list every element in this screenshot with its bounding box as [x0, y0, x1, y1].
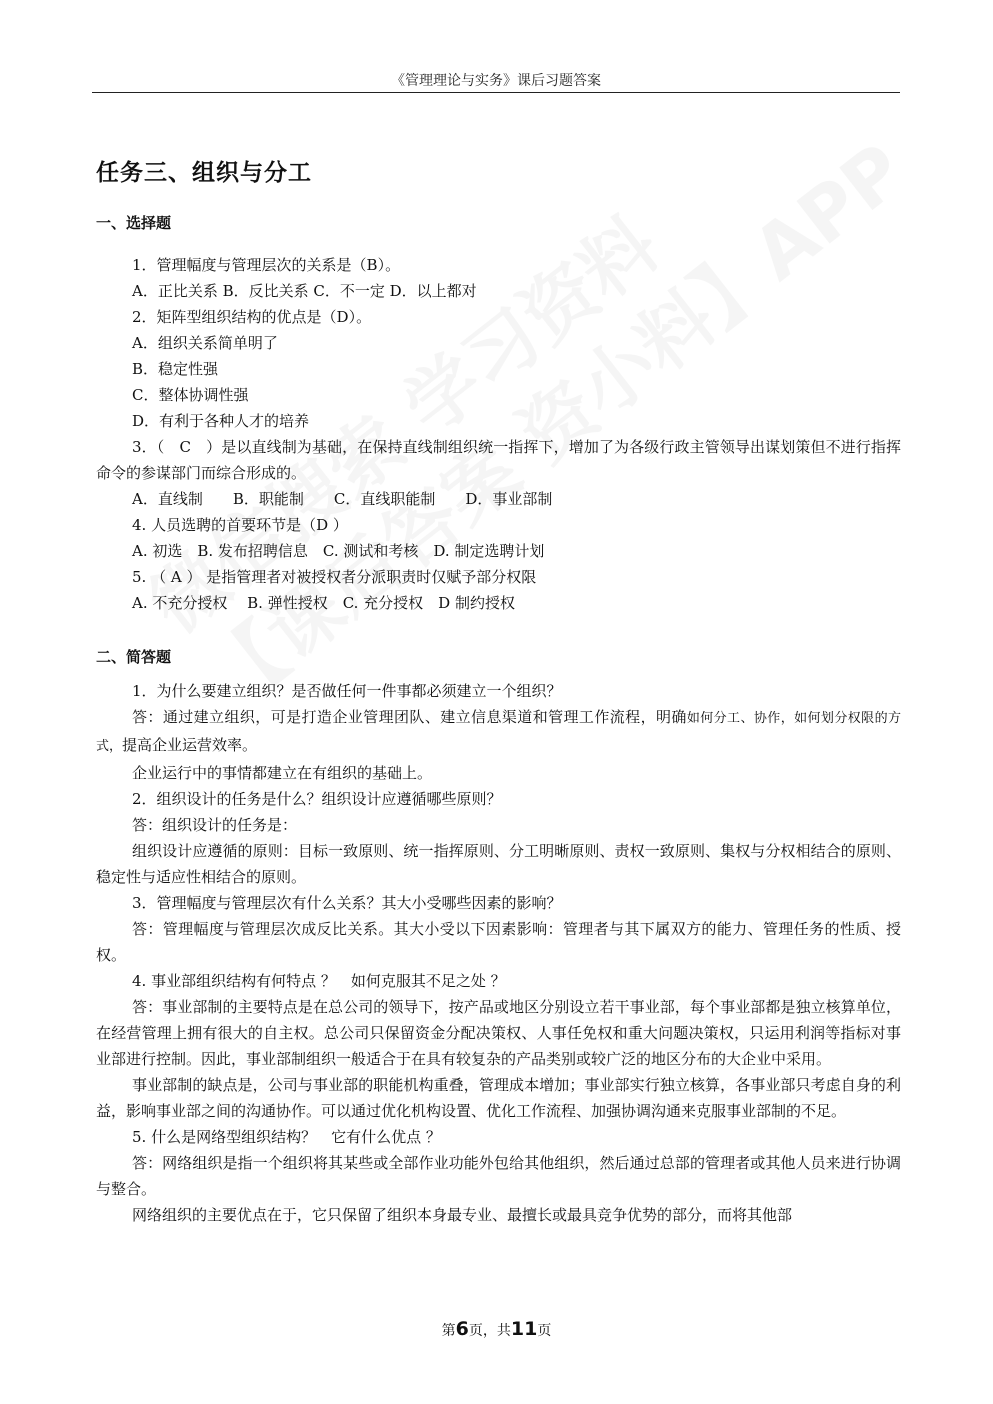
section-heading-short-answer: 二、简答题 — [96, 648, 172, 666]
footer-prefix: 第 — [441, 1323, 456, 1339]
short-answer-5: 答：网络组织是指一个组织将其某些或全部作业功能外包给其他组织，然后通过总部的管理者或其他人员来进行协调与整合。 — [96, 1154, 901, 1198]
short-question-5: 5. 什么是网络型组织结构？ 它有什么优点 ？ — [132, 1128, 441, 1146]
page-header: 《管理理论与实务》课后习题答案 — [391, 73, 601, 89]
short-question-4: 4. 事业部组织结构有何特点 ？ 如何克服其不足之处 ？ — [132, 972, 506, 990]
answer-1-end: 提高企业运营效率。 — [122, 736, 258, 754]
short-answer-2: 答：组织设计的任务是： — [132, 816, 298, 834]
footer-suffix: 页 — [537, 1323, 552, 1339]
question-2-option-d: D．有利于各种人才的培养 — [132, 412, 310, 430]
question-3: 3．（ C ）是以直线制为基础，在保持直线制组织统一指挥下，增加了为各级行政主管领导出谋划策但不进行指挥命令的参谋部门而综合形成的。 — [96, 438, 901, 482]
question-1-options: A．正比关系 B．反比关系 C．不一定 D．以上都对 — [132, 282, 477, 300]
question-4-options: A. 初选 B. 发布招聘信息 C. 测试和考核 D. 制定选聘计划 — [132, 542, 545, 560]
short-answer-2b: 组织设计应遵循的原则：目标一致原则、统一指挥原则、分工明晰原则、责权一致原则、集权与分权相结合的原则、稳定性与适应性相结合的原则。 — [96, 842, 901, 886]
short-question-2: 2．组织设计的任务是什么？组织设计应遵循哪些原则？ — [132, 790, 502, 808]
footer-mid: 页，共 — [468, 1323, 511, 1339]
short-answer-4b: 事业部制的缺点是，公司与事业部的职能机构重叠，管理成本增加；事业部实行独立核算，各事业部只考虑自身的利益，影响事业部之间的沟通协作。可以通过优化机构设置、优化工作流程、加强协调沟通来克服事业部制的不足。 — [96, 1076, 901, 1120]
short-answer-1b: 企业运行中的事情都建立在有组织的基础上。 — [132, 764, 433, 782]
answer-1-main: 答：通过建立组织，可是打造企业管理团队、建立信息渠道和管理工作流程，明确 — [132, 708, 687, 726]
question-2-option-a: A．组织关系简单明了 — [132, 334, 278, 352]
question-2: 2．矩阵型组织结构的优点是（D）。 — [132, 308, 372, 326]
short-question-1: 1．为什么要建立组织？是否做任何一件事都必须建立一个组织？ — [132, 682, 562, 700]
section-short-answer — [96, 642, 901, 1228]
page-footer — [0, 1318, 993, 1340]
page-title: 任务三、组织与分工 — [96, 160, 312, 186]
question-2-option-c: C．整体协调性强 — [132, 386, 249, 404]
document-body — [96, 150, 901, 1228]
question-5-options: A. 不充分授权 B. 弹性授权 C. 充分授权 D 制约授权 — [132, 594, 515, 612]
answer-1-small: 如何分工、协作，如何划分权限的方式， — [96, 711, 901, 754]
question-1: 1．管理幅度与管理层次的关系是（B）。 — [132, 256, 401, 274]
question-5: 5. （ A ） 是指管理者对被授权者分派职责时仅赋予部分权限 — [132, 568, 537, 586]
short-answer-1 — [96, 704, 901, 760]
footer-total-pages: 11 — [510, 1318, 538, 1340]
question-4: 4. 人员选聘的首要环节是（D ） — [132, 516, 348, 534]
section-heading-choice: 一、选择题 — [96, 214, 172, 232]
section-choice — [96, 208, 901, 616]
short-answer-3: 答：管理幅度与管理层次成反比关系。其大小受以下因素影响：管理者与其下属双方的能力、管理任务的性质、授权。 — [96, 920, 901, 964]
question-2-option-b: B．稳定性强 — [132, 360, 219, 378]
footer-page-number: 6 — [455, 1318, 469, 1340]
short-question-3: 3．管理幅度与管理层次有什么关系？其大小受哪些因素的影响？ — [132, 894, 562, 912]
short-answer-4: 答：事业部制的主要特点是在总公司的领导下，按产品或地区分别设立若干事业部，每个事业部都是独立核算单位，在经营管理上拥有很大的自主权。总公司只保留资金分配决策权、人事任免权和重大问题决策权，只运用利润等指标对事业部进行控制。因此，事业部制组织一般适合于在具有较复杂的产品类别或较广泛的地区分布的大企业中采用。 — [96, 998, 901, 1068]
question-3-options: A．直线制 B．职能制 C．直线职能制 D．事业部制 — [132, 490, 553, 508]
short-answer-5b: 网络组织的主要优点在于，它只保留了组织本身最专业、最擅长或最具竞争优势的部分，而将其他部 — [132, 1206, 793, 1224]
